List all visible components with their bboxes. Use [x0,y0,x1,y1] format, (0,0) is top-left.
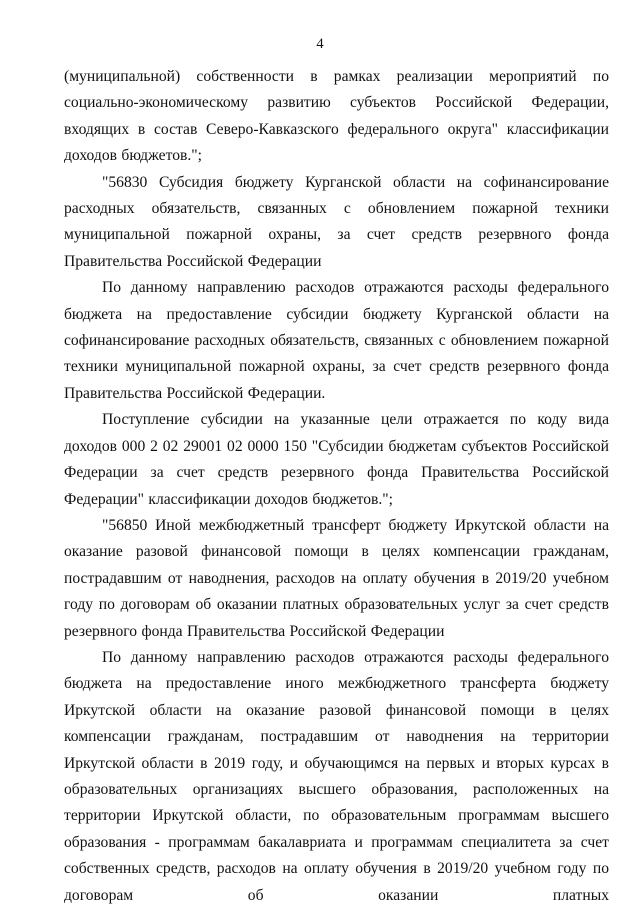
paragraph-description-56830: По данному направлению расходов отражаются расходы федерального бюджета на предоставление субсидии бюджету Курганской области на софинансирование расходных обязательств, связанных с обновлением пожарной техники муниципальной пожарной охраны, за счет средств резервного фонда Правительства Российской Федерации. [64,279,609,402]
paragraph-code-56830: "56830 Субсидия бюджету Курганской области на софинансирование расходных обязательств, связанных с обновлением пожарной техники муниципальной пожарной охраны, за счет средств резервного фонда Правительства Российской Федерации [64,173,609,270]
page-number: 4 [316,36,324,52]
paragraph-description-56850: По данному направлению расходов отражаются расходы федерального бюджета на предоставление иного межбюджетного трансферта бюджету Иркутской области на оказание разовой финансовой помощи в целях компенсации гражданам, пострадавшим от наводнения на территории Иркутской области в 2019 году, и обучающимся на первых и вторых курсах в образовательных организациях высшего образования, расположенных на территории Иркутской области, по образовательным программам высшего образования - программам бакалавриата и программам специалитета за счет собственных средств, расходов на оплату обучения в 2019/20 учебном году по договорам об оказании платных [64,648,609,904]
document-body [64,64,609,909]
paragraph-continuation: (муниципальной) собственности в рамках реализации мероприятий по социально-экономическому развитию субъектов Российской Федерации, входящих в состав Северо-Кавказского федерального округа" классификации доходов бюджетов."; [64,68,609,165]
paragraph-code-56850: "56850 Иной межбюджетный трансферт бюджету Иркутской области на оказание разовой финансовой помощи в целях компенсации гражданам, пострадавшим от наводнения, расходов на оплату обучения в 2019/20 учебном году по договорам об оказании платных образовательных услуг за счет средств резервного фонда Правительства Российской Федерации [64,516,609,640]
paragraph-revenue-code-56830: Поступление субсидии на указанные цели отражается по коду вида доходов 000 2 02 29001 02 0000 150 "Субсидии бюджетам субъектов Российской Федерации за счет средств резервного фонда Правительства Российской Федерации" классификации доходов бюджетов."; [64,411,609,508]
